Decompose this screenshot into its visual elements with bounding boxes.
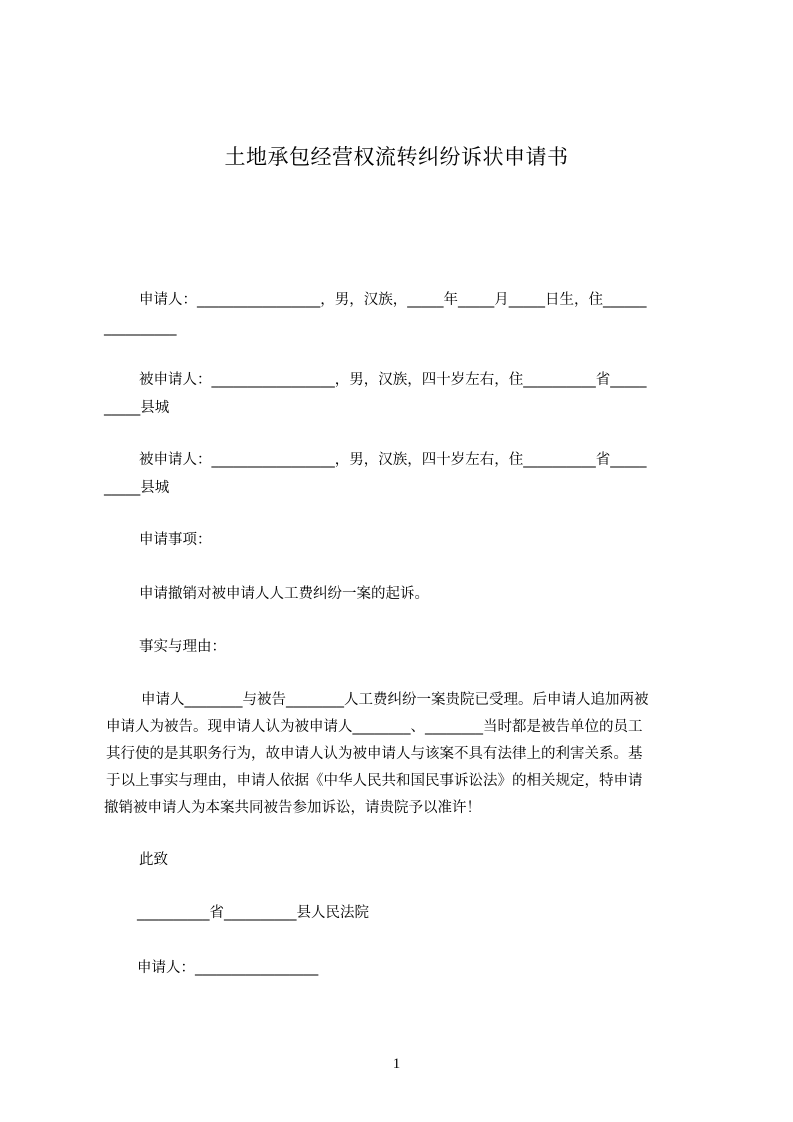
applicant-line-1: 申请人：_________________，男，汉族，_____年_____月_____日生，住______: [139, 292, 647, 308]
respondent-2-line-2: _____县城: [104, 480, 170, 496]
respondent-2-line-1: 被申请人：_________________，男，汉族，四十岁左右，住__________省_____: [139, 452, 647, 468]
document-title: 土地承包经营权流转纠纷诉状申请书: [224, 145, 569, 169]
facts-heading: 事实与理由：: [139, 639, 226, 655]
court-address: __________省__________县人民法院: [137, 905, 369, 921]
facts-line: 于以上事实与理由，申请人依据《中华人民共和国民事诉讼法》的相关规定，特申请: [106, 773, 643, 789]
request-heading: 申请事项：: [139, 532, 212, 548]
salutation: 此致: [139, 852, 168, 868]
signature-line: 申请人：_________________: [137, 960, 319, 976]
applicant-line-2: __________: [104, 320, 177, 336]
respondent-1-line-1: 被申请人：_________________，男，汉族，四十岁左右，住__________省_____: [139, 372, 647, 388]
request-text: 申请撤销对被申请人人工费纠纷一案的起诉。: [139, 586, 429, 602]
facts-line: 申请人为被告。现申请人认为被申请人________、________当时都是被告单位的员工: [106, 719, 643, 735]
facts-line: 撤销被申请人为本案共同被告参加诉讼，请贵院予以准许！: [104, 800, 481, 816]
page-number: 1: [392, 1056, 401, 1072]
facts-line: 其行使的是其职务行为，故申请人认为被申请人与该案不具有法律上的利害关系。基: [106, 746, 643, 762]
respondent-1-line-2: _____县城: [104, 400, 170, 416]
facts-line: 申请人________与被告________人工费纠纷一案贵院已受理。后申请人追加两被: [141, 692, 649, 708]
